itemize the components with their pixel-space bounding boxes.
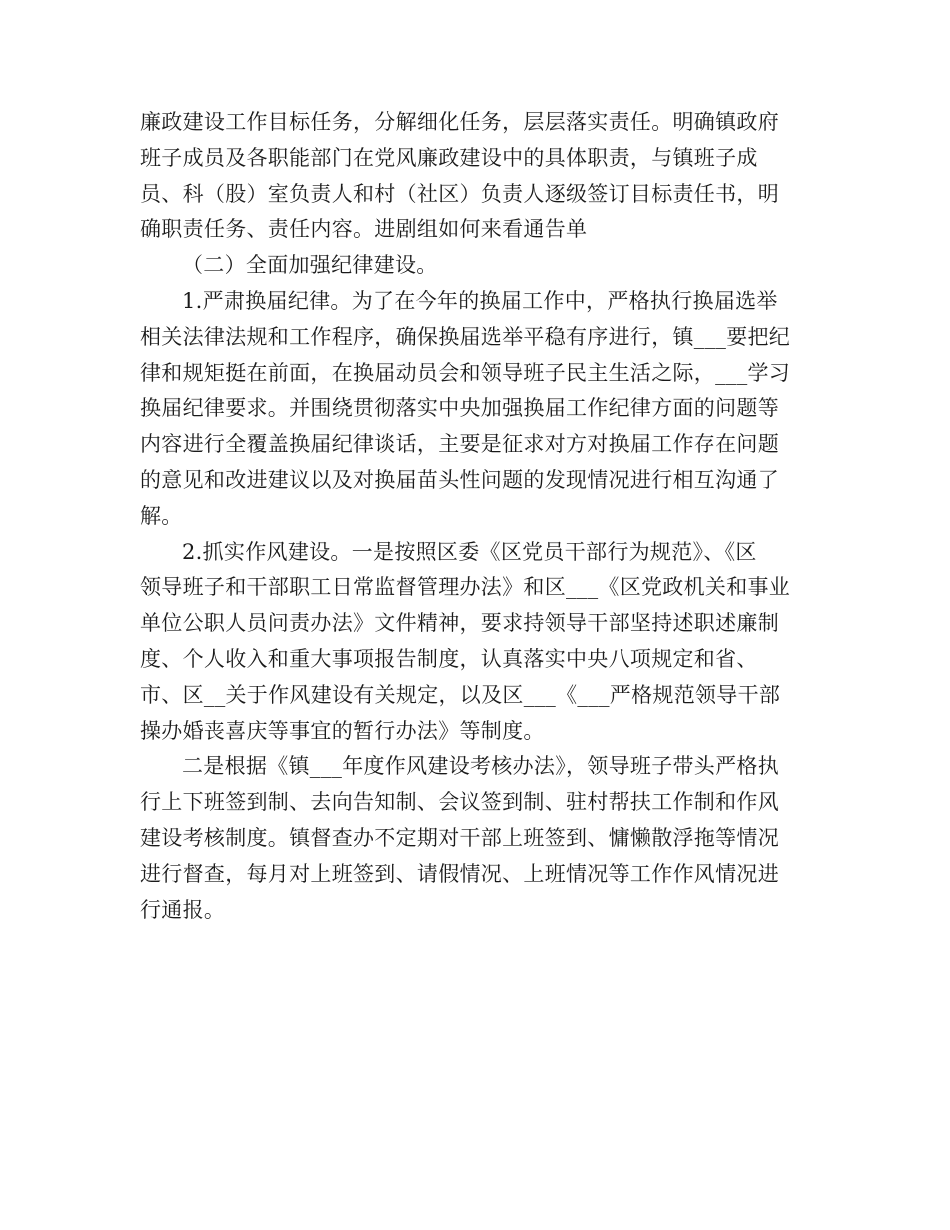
text-line: 内容进行全覆盖换届纪律谈话，主要是征求对方对换届工作存在问题 bbox=[140, 432, 779, 457]
text-line: 进行督查，每月对上班签到、请假情况、上班情况等工作作风情况进 bbox=[140, 861, 779, 886]
text-line: 单位公职人员问责办法》文件精神，要求持领导干部坚持述职述廉制 bbox=[140, 611, 779, 636]
section-heading bbox=[140, 248, 820, 284]
text-line: 市、区__关于作风建设有关规定，以及区___《___严格规范领导干部 bbox=[140, 682, 781, 707]
text-line: 员、科（股）室负责人和村（社区）负责人逐级签订目标责任书，明 bbox=[140, 181, 779, 206]
text-line: 行通报。 bbox=[140, 897, 226, 922]
text-line: 行上下班签到制、去向告知制、会议签到制、驻村帮扶工作制和作风 bbox=[140, 790, 779, 815]
text-line: 建设考核制度。镇督查办不定期对干部上班签到、慵懒散浮拖等情况 bbox=[140, 825, 779, 850]
text-line: 廉政建设工作目标任务，分解细化任务，层层落实责任。明确镇政府 bbox=[140, 110, 779, 134]
text-line: 度、个人收入和重大事项报告制度，认真落实中央八项规定和省、 bbox=[140, 646, 758, 671]
text-line: 1.严肃换届纪律。为了在今年的换届工作中，严格执行换届选举 bbox=[182, 288, 778, 313]
text-line: 2.抓实作风建设。一是按照区委《区党员干部行为规范》、《区 bbox=[182, 539, 757, 564]
text-line: 确职责任务、责任内容。进剧组如何来看通告单 bbox=[140, 217, 588, 242]
text-line: 解。 bbox=[140, 503, 183, 528]
paragraph-attendance-system bbox=[140, 749, 820, 928]
paragraph-target-responsibility bbox=[140, 105, 820, 248]
text-line: 领导班子和干部职工日常监督管理办法》和区___《区党政机关和事业 bbox=[140, 575, 791, 600]
text-line: 的意见和改进建议以及对换届苗头性问题的发现情况进行相互沟通了 bbox=[140, 467, 779, 492]
text-line: 律和规矩挺在前面，在换届动员会和领导班子民主生活之际，___学习 bbox=[140, 360, 791, 385]
text-line: 二是根据《镇___年度作风建设考核办法》，领导班子带头严格执 bbox=[182, 754, 779, 779]
text-line: 相关法律法规和工作程序，确保换届选举平稳有序进行，镇___要把纪 bbox=[140, 324, 791, 349]
text-line: 操办婚丧喜庆等事宜的暂行办法》等制度。 bbox=[140, 718, 545, 743]
document-body bbox=[140, 105, 820, 928]
text-line: 换届纪律要求。并围绕贯彻落实中央加强换届工作纪律方面的问题等 bbox=[140, 396, 779, 421]
paragraph-election-discipline bbox=[140, 284, 820, 535]
heading-line: （二）全面加强纪律建设。 bbox=[182, 253, 438, 278]
text-line: 班子成员及各职能部门在党风廉政建设中的具体职责，与镇班子成 bbox=[140, 145, 758, 170]
paragraph-work-style bbox=[140, 535, 820, 750]
